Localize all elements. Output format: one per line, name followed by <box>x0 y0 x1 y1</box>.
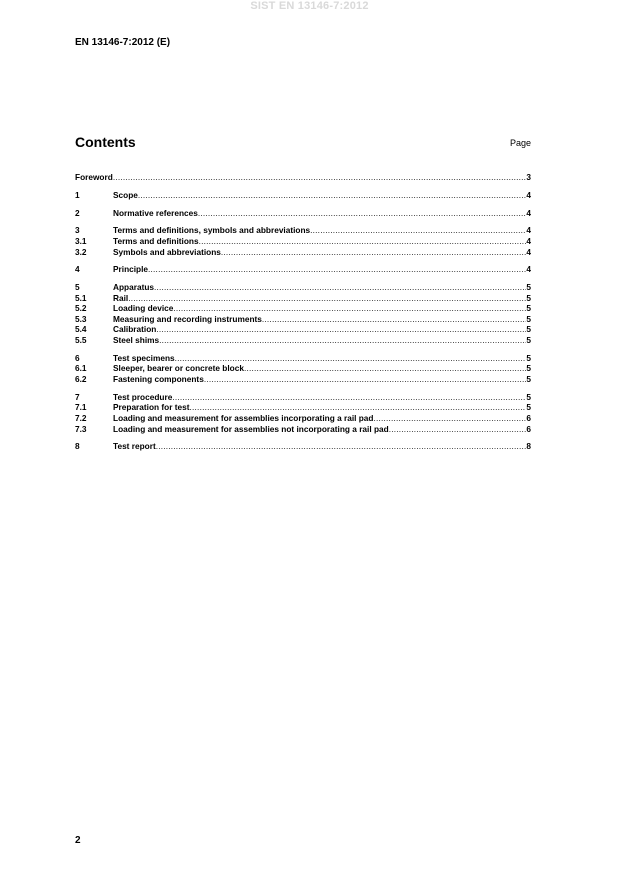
toc-entry-normative-references[interactable] <box>75 208 531 219</box>
toc-leader <box>204 374 527 385</box>
toc-number: 5.3 <box>75 313 87 324</box>
toc-title: Loading and measurement for assemblies incorporating a rail pad <box>113 413 374 423</box>
toc-title: Apparatus <box>113 282 155 293</box>
toc-leader <box>175 353 527 364</box>
toc-page-number: 4 <box>526 189 531 200</box>
toc-leader <box>199 236 527 247</box>
toc-leader <box>310 225 526 236</box>
toc-page-number: 4 <box>526 207 531 218</box>
toc-number: 3.1 <box>75 235 87 246</box>
toc-entry-test-report[interactable] <box>75 441 531 452</box>
toc-page-number: 5 <box>526 282 531 293</box>
toc-number: 3.2 <box>75 246 87 257</box>
toc-leader <box>159 335 526 346</box>
toc-title: Calibration <box>113 324 157 335</box>
toc-number: 5.5 <box>75 335 87 346</box>
toc-entry-measuring-instruments[interactable] <box>75 314 531 325</box>
document-id: EN 13146-7:2012 (E) <box>75 37 171 48</box>
toc-title: Fastening components <box>113 374 204 385</box>
toc-entry-foreword[interactable] <box>75 172 531 183</box>
toc-entry-rail[interactable] <box>75 293 531 304</box>
toc-number: 6.1 <box>75 363 87 374</box>
toc-title: Terms and definitions <box>113 235 199 246</box>
toc-leader <box>244 363 526 374</box>
toc-page-number: 8 <box>526 441 531 452</box>
toc-number: 7 <box>75 391 80 402</box>
toc-leader <box>221 247 526 258</box>
toc-title: Steel shims <box>113 335 160 346</box>
toc-title: Symbols and abbreviations <box>113 246 221 257</box>
toc-page-number: 4 <box>526 246 531 257</box>
toc-page-number: 5 <box>526 324 531 335</box>
toc-page-number: 3 <box>526 172 531 182</box>
toc-entry-terms-definitions[interactable] <box>75 236 531 247</box>
toc-leader <box>374 413 527 424</box>
toc-entry-fastening-components[interactable] <box>75 374 531 385</box>
toc-entry-terms[interactable] <box>75 225 531 236</box>
toc-page-number: 5 <box>526 391 531 402</box>
toc-title: Rail <box>113 292 129 303</box>
toc-title: Test report <box>113 441 156 452</box>
toc-page-number: 4 <box>526 225 531 236</box>
toc-number: 4 <box>75 264 80 275</box>
toc-title: Foreword <box>75 172 113 182</box>
toc-entry-scope[interactable] <box>75 190 531 201</box>
toc-leader <box>389 424 527 435</box>
toc-entry-sleeper[interactable] <box>75 363 531 374</box>
toc-number: 6 <box>75 352 80 363</box>
toc-entry-loading-with-pad[interactable] <box>75 413 531 424</box>
toc-title: Terms and definitions, symbols and abbreviations <box>113 225 311 236</box>
toc-title: Preparation for test <box>113 402 190 413</box>
toc-page-number: 5 <box>526 352 531 363</box>
toc-title: Principle <box>113 264 149 275</box>
toc-page-number: 5 <box>526 303 531 314</box>
toc-page-number: 6 <box>526 423 531 434</box>
toc-leader <box>128 293 526 304</box>
toc-number: 5.2 <box>75 303 87 314</box>
toc-leader <box>148 264 526 275</box>
toc-leader <box>173 303 526 314</box>
toc-title: Loading device <box>113 303 174 314</box>
toc-page-number: 5 <box>526 335 531 346</box>
toc-number: 7.2 <box>75 413 87 423</box>
toc-number: 7.3 <box>75 423 87 434</box>
toc-leader <box>262 314 526 325</box>
toc-page-number: 6 <box>526 413 531 423</box>
contents-title: Contents <box>75 134 136 150</box>
toc-title: Test procedure <box>113 391 173 402</box>
toc-page-number: 5 <box>526 313 531 324</box>
watermark: SIST EN 13146-7:2012 <box>250 0 369 12</box>
toc-leader <box>138 190 526 201</box>
toc-entry-loading-without-pad[interactable] <box>75 424 531 435</box>
table-of-contents <box>75 172 531 452</box>
toc-leader <box>156 441 527 452</box>
toc-number: 1 <box>75 189 80 200</box>
toc-entry-test-specimens[interactable] <box>75 353 531 364</box>
toc-number: 5 <box>75 282 80 293</box>
toc-leader <box>190 402 527 413</box>
toc-number: 5.1 <box>75 292 87 303</box>
toc-title: Scope <box>113 189 138 200</box>
page-column-label: Page <box>509 138 531 148</box>
toc-page-number: 4 <box>526 264 531 275</box>
toc-page-number: 4 <box>526 235 531 246</box>
toc-number: 7.1 <box>75 402 87 413</box>
toc-entry-symbols[interactable] <box>75 247 531 258</box>
toc-page-number: 5 <box>526 374 531 385</box>
toc-number: 3 <box>75 225 80 236</box>
toc-leader <box>154 282 526 293</box>
toc-entry-calibration[interactable] <box>75 324 531 335</box>
toc-title: Loading and measurement for assemblies not incorporating a rail pad <box>113 423 389 434</box>
toc-entry-principle[interactable] <box>75 264 531 275</box>
toc-title: Measuring and recording instruments <box>113 313 262 324</box>
toc-title: Normative references <box>113 207 198 218</box>
toc-leader <box>198 208 527 219</box>
toc-entry-apparatus[interactable] <box>75 282 531 293</box>
toc-number: 6.2 <box>75 374 87 385</box>
toc-page-number: 5 <box>526 363 531 374</box>
toc-entry-steel-shims[interactable] <box>75 335 531 346</box>
toc-leader <box>156 324 526 335</box>
toc-page-number: 5 <box>526 292 531 303</box>
toc-leader <box>113 172 527 183</box>
toc-title: Test specimens <box>113 352 175 363</box>
toc-number: 2 <box>75 207 80 218</box>
toc-title: Sleeper, bearer or concrete block <box>113 363 244 374</box>
toc-entry-test-procedure[interactable] <box>75 392 531 403</box>
toc-entry-loading-device[interactable] <box>75 303 531 314</box>
toc-entry-preparation[interactable] <box>75 402 531 413</box>
toc-number: 8 <box>75 441 80 452</box>
toc-number: 5.4 <box>75 324 87 335</box>
toc-leader <box>172 392 526 403</box>
page-number: 2 <box>75 835 81 846</box>
toc-page-number: 5 <box>526 402 531 413</box>
